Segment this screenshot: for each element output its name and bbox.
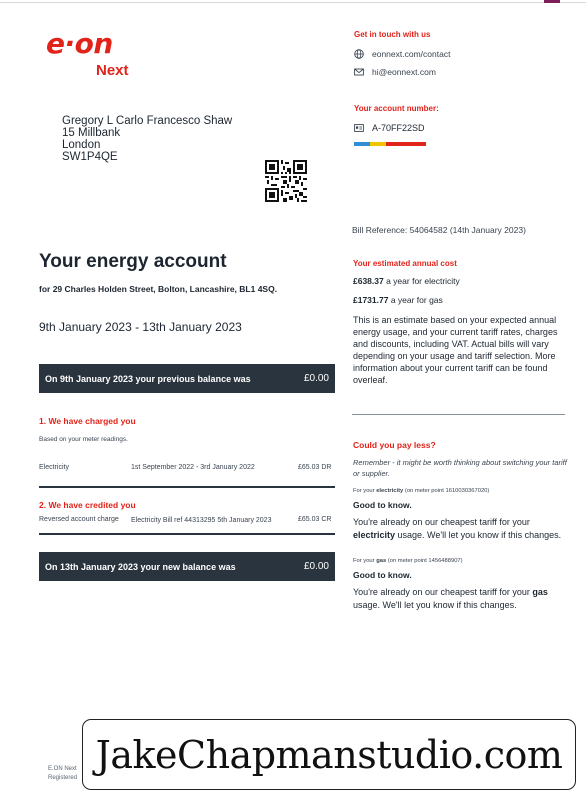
tariff-note-fuel: gas (532, 587, 548, 597)
new-balance-bar (39, 552, 335, 581)
electricity-good-to-know: Good to know. (353, 500, 412, 510)
electricity-meter-point (353, 488, 489, 494)
previous-balance-label: On 9th January 2023 your previous balance was (45, 373, 251, 384)
billing-period: 9th January 2023 - 13th January 2023 (39, 320, 242, 334)
credited-heading: 2. We have credited you (39, 500, 136, 510)
account-color-bar (354, 142, 426, 146)
logo-next: Next (96, 62, 129, 79)
color-segment-yellow (370, 142, 386, 146)
meter-prefix: For your (353, 488, 377, 494)
customer-address (62, 115, 232, 163)
watermark-banner (82, 719, 576, 790)
electricity-tariff-note (353, 516, 568, 542)
address-line: London (62, 139, 101, 151)
electricity-cost-label: a year for electricity (383, 276, 460, 286)
contact-heading: Get in touch with us (354, 30, 431, 39)
charged-note: Based on your meter readings. (39, 436, 128, 443)
charge-type: Electricity (39, 464, 69, 471)
previous-balance-bar (39, 364, 335, 393)
tariff-note-end: usage. We'll let you know if this changes. (395, 530, 562, 540)
meter-suffix: (on meter point 1456488907) (386, 558, 463, 564)
logo-wordmark: e·on (46, 27, 113, 60)
previous-balance-amount: £0.00 (303, 373, 329, 384)
globe-icon (354, 49, 364, 59)
meter-suffix: (on meter point 1610030367020) (403, 488, 490, 494)
tariff-note-fuel: electricity (353, 530, 396, 540)
gas-good-to-know: Good to know. (353, 570, 412, 580)
electricity-cost: £638.37 (353, 276, 384, 286)
gas-tariff-note (353, 586, 573, 612)
id-card-icon (354, 123, 364, 133)
footer-company: E.ON Next (48, 766, 77, 772)
estimate-electricity (353, 276, 460, 286)
mail-icon (354, 67, 364, 77)
account-number-row (354, 123, 425, 133)
address-line: SW1P4QE (62, 151, 118, 163)
contact-email[interactable]: hi@eonnext.com (372, 67, 436, 77)
color-segment-red (386, 142, 426, 146)
credit-amount: £65.03 CR (298, 516, 332, 523)
new-balance-amount: £0.00 (303, 561, 329, 572)
credit-type: Reversed account charge (39, 516, 119, 523)
contact-website[interactable]: eonnext.com/contact (372, 49, 451, 59)
account-number-heading: Your account number: (354, 104, 439, 113)
charge-period: 1st September 2022 - 3rd January 2022 (131, 464, 255, 471)
meter-fuel: gas (376, 558, 387, 564)
new-balance-label: On 13th January 2023 your new balance was (45, 561, 236, 572)
address-line: 15 Millbank (62, 127, 121, 139)
gas-cost: £1731.77 (353, 295, 389, 305)
corner-mark (544, 0, 560, 3)
account-number: A-70FF22SD (372, 123, 425, 133)
address-line: Gregory L Carlo Francesco Shaw (62, 115, 233, 127)
supply-address: for 29 Charles Holden Street, Bolton, Lancashire, BL1 4SQ. (39, 284, 278, 294)
pay-less-remember: Remember - it might be worth thinking about switching your tariff or supplier. (353, 458, 567, 478)
tariff-note-end: usage. We'll let you know if this changes. (353, 600, 517, 610)
top-rule (0, 2, 586, 3)
gas-cost-label: a year for gas (388, 295, 443, 305)
estimate-heading: Your estimated annual cost (353, 259, 457, 268)
qr-code (265, 160, 307, 202)
section-divider (39, 486, 335, 488)
color-segment-blue (354, 142, 370, 146)
watermark-text: JakeChapmanstudio.com (95, 732, 563, 777)
bill-reference: Bill Reference: 54064582 (14th January 2023) (352, 225, 526, 235)
section-divider (39, 533, 335, 535)
gas-meter-point (353, 558, 463, 564)
tariff-note-start: You're already on our cheapest tariff for your (353, 587, 533, 597)
meter-prefix: For your (353, 558, 377, 564)
tariff-note-start: You're already on our cheapest tariff for your (353, 517, 530, 527)
footer-registered: Registered (48, 775, 78, 781)
page-title: Your energy account (39, 251, 227, 272)
contact-email-row[interactable] (354, 67, 436, 77)
contact-website-row[interactable] (354, 49, 450, 59)
charged-heading: 1. We have charged you (39, 416, 136, 426)
meter-fuel: electricity (376, 488, 404, 494)
right-divider (352, 414, 565, 415)
eon-next-logo (46, 28, 138, 86)
estimate-gas (353, 295, 443, 305)
pay-less-heading: Could you pay less? (353, 440, 436, 450)
credit-period: Electricity Bill ref 44313295 5th January 2023 (131, 517, 272, 524)
estimate-explanation: This is an estimate based on your expected annual energy usage, and your current tariff rates, charges and discounts, including VAT. Actual bills will vary depending on your usage and tariff selection. More information about your current tariff can be found overleaf. (353, 315, 558, 385)
charge-amount: £65.03 DR (298, 464, 332, 471)
